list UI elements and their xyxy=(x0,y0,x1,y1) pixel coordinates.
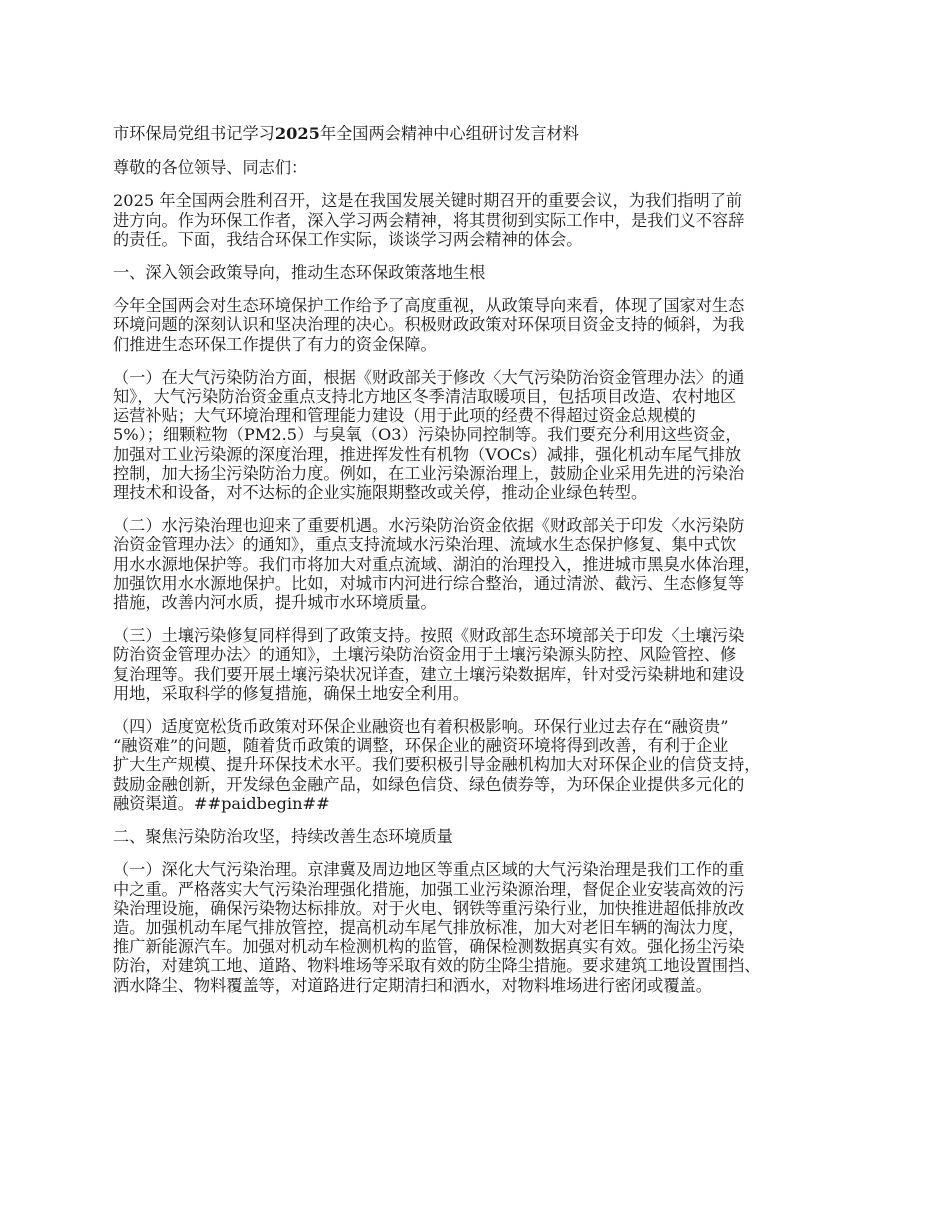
document-title xyxy=(113,124,858,143)
text-line: “融资难”的问题，随着货币政策的调整，环保企业的融资环境将得到改善，有利于企业 xyxy=(113,736,729,756)
text-line: 2025 年全国两会胜利召开，这是在我国发展关键时期召开的重要会议，为我们指明了前 xyxy=(113,191,743,211)
text-line: 治资金管理办法〉的通知》，重点支持流域水污染治理、流域水生态保护修复、集中式饮 xyxy=(113,535,737,555)
document-body xyxy=(113,158,858,995)
text-line: 用水水源地保护等。我们市将加大对重点流域、湖泊的治理投入，推进城市黑臭水体治理， xyxy=(113,554,761,574)
text-line: （一）在大气污染防治方面，根据《财政部关于修改〈大气污染防治资金管理办法〉的通 xyxy=(113,367,745,387)
text-line: 们推进生态环保工作提供了有力的资金保障。 xyxy=(113,334,437,354)
text-line: 一、深入领会政策导向，推动生态环保政策落地生根 xyxy=(113,263,486,283)
text-line: 的责任。下面，我结合环保工作实际，谈谈学习两会精神的体会。 xyxy=(113,229,583,249)
text-line: （二）水污染治理也迎来了重要机遇。水污染防治资金依据《财政部关于印发〈水污染防 xyxy=(113,516,745,536)
text-line: 鼓励金融创新，开发绿色金融产品，如绿色信贷、绿色债券等，为环保企业提供多元化的 xyxy=(113,774,745,794)
paragraph xyxy=(113,158,858,177)
text-line: 5%）；细颗粒物（PM2.5）与臭氧（O3）污染协同控制等。我们要充分利用这些资金， xyxy=(113,425,742,445)
text-line: （三）土壤污染修复同样得到了政策支持。按照《财政部生态环境部关于印发〈土壤污染 xyxy=(113,626,745,646)
title-year: 2025 xyxy=(274,124,320,143)
text-line: （一）深化大气污染治理。京津冀及周边地区等重点区域的大气污染治理是我们工作的重 xyxy=(113,860,745,880)
text-line: 染治理设施，确保污染物达标排放。对于火电、钢铁等重污染行业，加快推进超低排放改 xyxy=(113,898,745,918)
text-line: 控制，加大扬尘污染防治力度。例如，在工业污染源治理上，鼓励企业采用先进的污染治 xyxy=(113,463,745,483)
paragraph xyxy=(113,263,858,282)
text-line: 用地，采取科学的修复措施，确保土地安全利用。 xyxy=(113,683,470,703)
text-line: 二、聚焦污染防治攻坚，持续改善生态环境质量 xyxy=(113,827,453,847)
paragraph xyxy=(113,717,858,813)
text-line: 措施，改善内河水质，提升城市水环境质量。 xyxy=(113,593,437,613)
paragraph xyxy=(113,191,858,249)
title-part-2: 年全国两会精神中心组研讨发言材料 xyxy=(319,124,579,143)
paragraph xyxy=(113,827,858,846)
text-line: 中之重。严格落实大气污染治理强化措施，加强工业污染源治理，督促企业安装高效的污 xyxy=(113,879,745,899)
text-line: 环境问题的深刻认识和坚决治理的决心。积极财政政策对环保项目资金支持的倾斜，为我 xyxy=(113,315,745,335)
text-line: 运营补贴；大气环境治理和管理能力建设（用于此项的经费不得超过资金总规模的 xyxy=(113,406,696,426)
paragraph xyxy=(113,368,858,502)
text-line: 尊敬的各位领导、同志们： xyxy=(113,158,308,178)
text-line: 进方向。作为环保工作者，深入学习两会精神，将其贯彻到实际工作中，是我们义不容辞 xyxy=(113,210,745,230)
text-line: 加强对工业污染源的深度治理，推进挥发性有机物（VOCs）减排，强化机动车尾气排放 xyxy=(113,444,742,464)
text-line: 加强饮用水水源地保护。比如，对城市内河进行综合整治，通过清淤、截污、生态修复等 xyxy=(113,573,745,593)
text-line: 今年全国两会对生态环境保护工作给予了高度重视，从政策导向来看，体现了国家对生态 xyxy=(113,296,745,316)
text-line: 融资渠道。##paidbegin## xyxy=(113,793,330,813)
text-line: 推广新能源汽车。加强对机动车检测机构的监管，确保检测数据真实有效。强化扬尘污染 xyxy=(113,937,745,957)
text-line: 复治理等。我们要开展土壤污染状况详查，建立土壤污染数据库，针对受污染耕地和建设 xyxy=(113,664,745,684)
text-line: 防治，对建筑工地、道路、物料堆场等采取有效的防尘降尘措施。要求建筑工地设置围挡、 xyxy=(113,956,761,976)
title-part-1: 市环保局党组书记学习 xyxy=(113,124,275,143)
paragraph xyxy=(113,516,858,612)
text-line: （四）适度宽松货币政策对环保企业融资也有着积极影响。环保行业过去存在“融资贵” xyxy=(113,717,729,737)
paragraph xyxy=(113,296,858,354)
paragraph xyxy=(113,860,858,994)
text-line: 扩大生产规模、提升环保技术水平。我们要积极引导金融机构加大对环保企业的信贷支持， xyxy=(113,755,761,775)
text-line: 造。加强机动车尾气排放管控，提高机动车尾气排放标准，加大对老旧车辆的淘汰力度， xyxy=(113,917,745,937)
text-line: 知》，大气污染防治资金重点支持北方地区冬季清洁取暖项目，包括项目改造、农村地区 xyxy=(113,387,737,407)
text-line: 洒水降尘、物料覆盖等，对道路进行定期清扫和洒水，对物料堆场进行密闭或覆盖。 xyxy=(113,975,712,995)
paragraph xyxy=(113,626,858,703)
text-line: 防治资金管理办法〉的通知》，土壤污染防治资金用于土壤污染源头防控、风险管控、修 xyxy=(113,645,737,665)
text-line: 理技术和设备，对不达标的企业实施限期整改或关停，推动企业绿色转型。 xyxy=(113,483,648,503)
